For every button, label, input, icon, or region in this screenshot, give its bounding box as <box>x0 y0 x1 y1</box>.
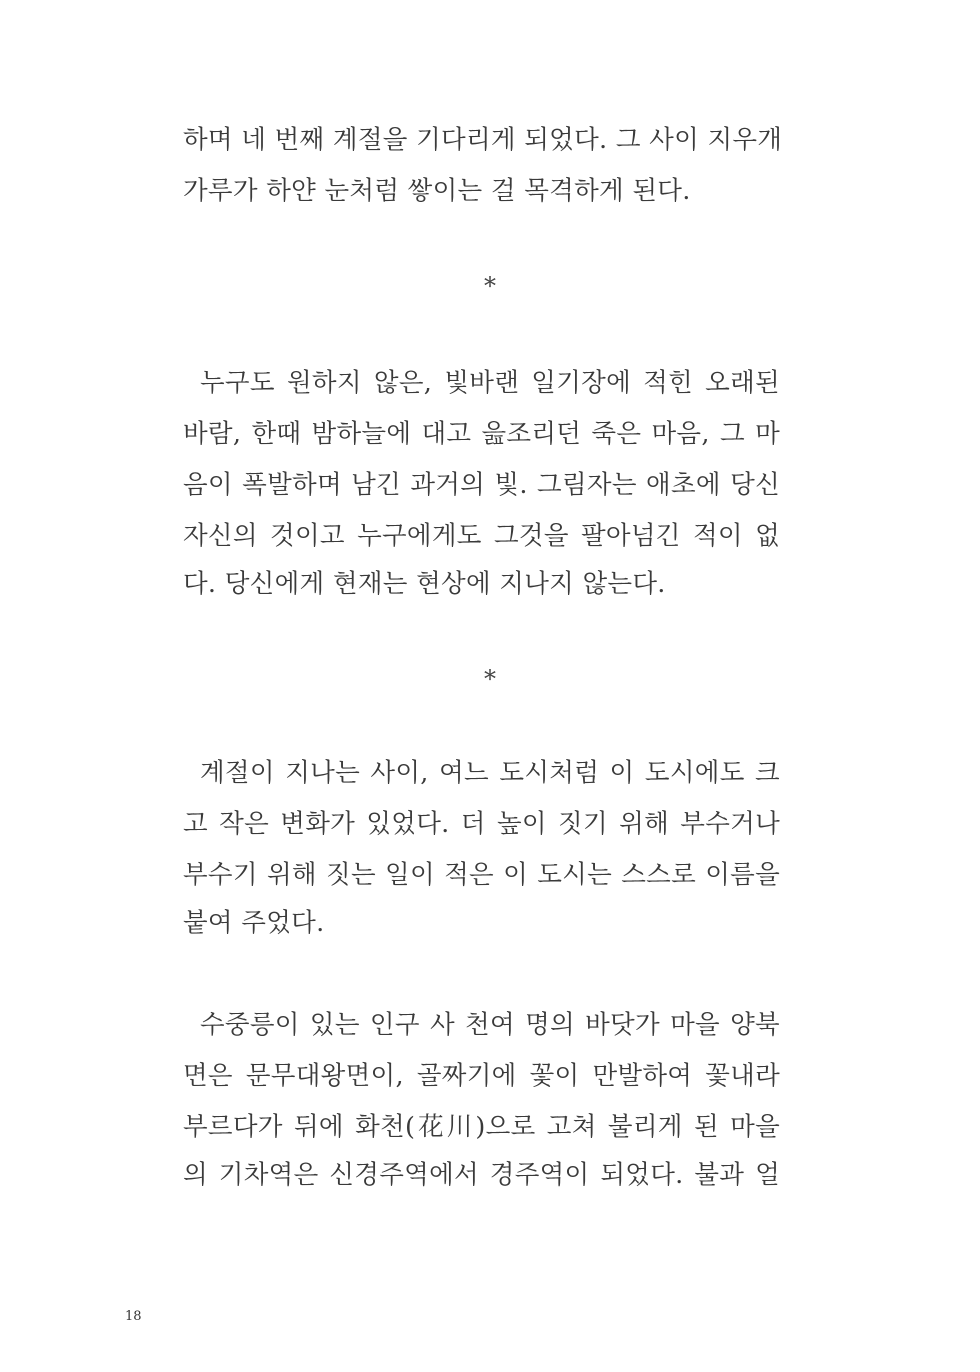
section-separator-2: * <box>484 665 496 693</box>
paragraph-3-line-4: 붙여 주었다. <box>183 908 325 938</box>
paragraph-3-line-3: 부수기 위해 짓는 일이 적은 이 도시는 스스로 이름을 <box>183 860 780 890</box>
paragraph-4-line-2: 면은 문무대왕면이, 골짜기에 꽃이 만발하여 꽃내라 <box>183 1061 780 1091</box>
paragraph-2-line-1: 누구도 원하지 않은, 빛바랜 일기장에 적힌 오래된 <box>200 368 780 398</box>
paragraph-2-line-2: 바람, 한때 밤하늘에 대고 읊조리던 죽은 마음, 그 마 <box>183 419 780 449</box>
paragraph-1-line-2: 가루가 하얀 눈처럼 쌓이는 걸 목격하게 된다. <box>183 176 691 206</box>
section-separator-1: * <box>484 272 496 300</box>
paragraph-1-line-1: 하며 네 번째 계절을 기다리게 되었다. 그 사이 지우개 <box>183 125 783 155</box>
page-number: 18 <box>125 1309 142 1324</box>
paragraph-4-line-3: 부르다가 뒤에 화천(花川)으로 고쳐 불리게 된 마을 <box>183 1112 780 1142</box>
paragraph-4-line-4: 의 기차역은 신경주역에서 경주역이 되었다. 불과 얼 <box>183 1160 780 1190</box>
paragraph-3-line-1: 계절이 지나는 사이, 여느 도시처럼 이 도시에도 크 <box>200 758 780 788</box>
paragraph-2-line-3: 음이 폭발하며 남긴 과거의 빛. 그림자는 애초에 당신 <box>183 470 780 500</box>
paragraph-4-line-1: 수중릉이 있는 인구 사 천여 명의 바닷가 마을 양북 <box>200 1010 780 1040</box>
paragraph-2-line-4: 자신의 것이고 누구에게도 그것을 팔아넘긴 적이 없 <box>183 521 780 551</box>
paragraph-3-line-2: 고 작은 변화가 있었다. 더 높이 짓기 위해 부수거나 <box>183 809 780 839</box>
paragraph-2-line-5: 다. 당신에게 현재는 현상에 지나지 않는다. <box>183 569 666 599</box>
